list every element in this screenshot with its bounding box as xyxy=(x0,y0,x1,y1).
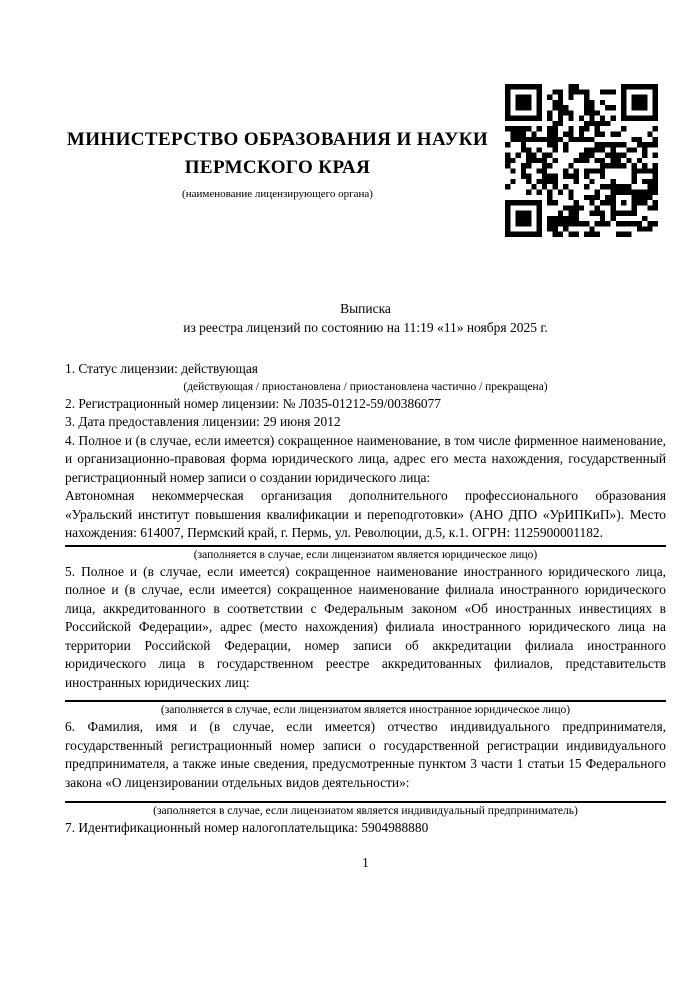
legal-entity-section-label: 4. Полное и (в случае, если имеется) сокращенное наименование, в том числе фирменное наименование, и организационно-правовая форма юридического лица, адрес его места нахождения, государственный регистрационный номер записи о создании юридического лица: xyxy=(65,432,666,485)
licensing-authority-note: (наименование лицензирующего органа) xyxy=(182,188,373,200)
individual-entrepreneur-section-label: 6. Фамилия, имя и (в случае, если имеется) отчество индивидуального предпринимателя, государственный регистрационный номер записи о государственной регистрации индивидуального предпринимателя, а также иные сведения, предусмотренные пунктом 3 части 1 статьи 15 Федерального закона «О лицензировании отдельных видов деятельности»: xyxy=(65,719,666,790)
legal-entity-separator-rule xyxy=(65,545,666,547)
legal-entity-note: (заполняется в случае, если лицензиатом является юридическое лицо) xyxy=(193,548,538,561)
license-grant-date-line: 3. Дата предоставления лицензии: 29 июня 2012 xyxy=(65,414,341,429)
document-body xyxy=(65,360,666,872)
document-subtitle: из реестра лицензий по состоянию на 11:19 «11» ноября 2025 г. xyxy=(183,320,548,335)
individual-entrepreneur-note: (заполняется в случае, если лицензиатом является индивидуальный предприниматель) xyxy=(153,805,578,817)
document-title-block xyxy=(65,299,666,337)
registration-number-line: 2. Регистрационный номер лицензии: № Л035-01212-59/00386077 xyxy=(65,395,441,411)
foreign-entity-note: (заполняется в случае, если лицензиатом является иностранное юридическое лицо) xyxy=(160,704,571,716)
licensing-authority-header xyxy=(65,126,490,201)
ministry-name-line1: МИНИСТЕРСТВО ОБРАЗОВАНИЯ И НАУКИ xyxy=(66,129,489,150)
ministry-name-line2: ПЕРМСКОГО КРАЯ xyxy=(184,157,371,178)
individual-entrepreneur-separator-rule xyxy=(65,801,666,803)
status-options-note: (действующая / приостановлена / приостановлена частично / прекращена) xyxy=(183,380,548,393)
license-status-line: 1. Статус лицензии: действующая xyxy=(65,361,258,376)
qr-code-icon xyxy=(505,84,658,237)
document-title: Выписка xyxy=(340,301,391,316)
page-number: 1 xyxy=(362,854,369,870)
foreign-entity-separator-rule xyxy=(65,700,666,702)
taxpayer-inn-line: 7. Идентификационный номер налогоплательщика: 5904988880 xyxy=(65,820,429,835)
foreign-entity-section-label: 5. Полное и (в случае, если имеется) сокращенное наименование иностранного юридического лица, полное и (в случае, если имеется) сокращенное наименование филиала иностранного юридического лица, аккредитованного в соответствии с Федеральным законом «Об иностранных инвестициях в Российской Федерации», адрес (место нахождения) филиала иностранного юридического лица на территории Российской Федерации, номер записи об аккредитации филиала иностранного юридического лица в государственном реестре аккредитованных филиалов, представительств иностранных юридических лиц: xyxy=(65,563,666,690)
legal-entity-value: Автономная некоммерческая организация дополнительного профессионального образования «Уральский институт повышения квалификации и переподготовки» (АНО ДПО «УрИПКиП»). Место нахождения: 614007, Пермский край, г. Пермь, ул. Революции, д.5, к.1. ОГРН: 1125900001182. xyxy=(65,488,666,540)
